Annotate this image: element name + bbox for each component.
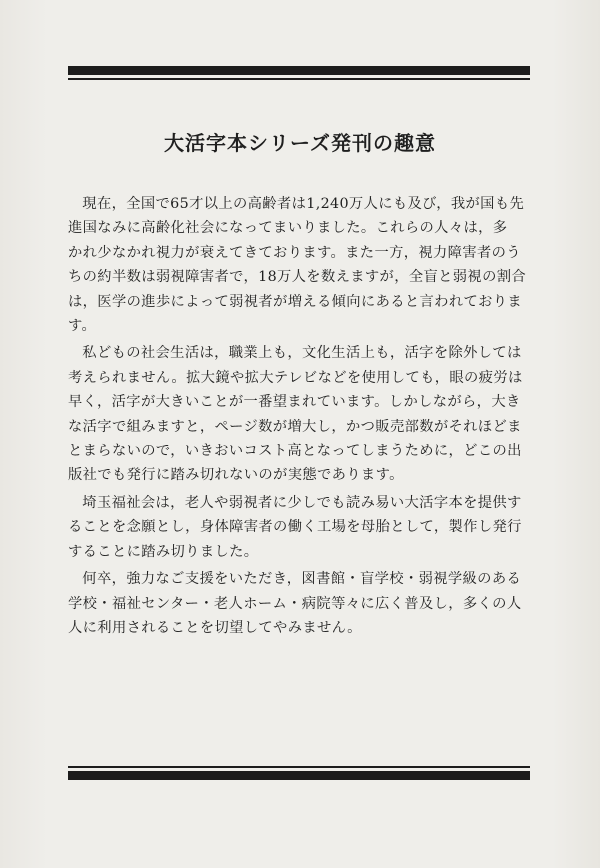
- text-line: は，医学の進歩によって弱視者が増える傾向にあると言われておりま: [68, 293, 523, 310]
- text-line: 進国なみに高齢化社会になってまいりました。これらの人々は，多: [68, 220, 508, 237]
- text-line: 人に利用されることを切望してやみません。: [68, 619, 362, 636]
- paragraph: [68, 341, 530, 487]
- bottom-double-rule: [68, 766, 530, 780]
- text-line: 版社でも発行に踏み切れないのが実態であります。: [68, 467, 404, 484]
- text-line: ちの約半数は弱視障害者で，18万人を数えますが，全盲と弱視の割合: [68, 269, 527, 286]
- text-line: 早く，活字が大きいことが一番望まれています。しかしながら，大き: [68, 394, 521, 411]
- top-double-rule: [68, 66, 530, 80]
- top-rule-thin-line: [68, 78, 530, 80]
- text-line: することに踏み切りました。: [68, 543, 259, 560]
- text-line: す。: [68, 318, 97, 335]
- text-line: かれ少なかれ視力が衰えてきております。また一方，視力障害者のう: [68, 244, 521, 261]
- body-text: [68, 192, 530, 640]
- text-line: とまらないので，いきおいコスト高となってしまうために，どこの出: [68, 443, 522, 460]
- paragraph: [68, 491, 530, 564]
- text-line: ることを念願とし，身体障害者の働く工場を母胎として，製作し発行: [68, 519, 522, 536]
- text-line: 何卒，強力なご支援をいただき，図書館・盲学校・弱視学級のある: [82, 571, 522, 588]
- text-line: な活字で組みますと，ページ数が増大し，かつ販売部数がそれほどま: [68, 418, 522, 435]
- text-line: 学校・福祉センター・老人ホーム・病院等々に広く普及し，多くの人: [68, 595, 522, 612]
- text-line: 現在，全国で65才以上の高齢者は1,240万人にも及び，我が国も先: [82, 196, 525, 212]
- bottom-rule-thick-line: [68, 771, 530, 780]
- paragraph: [68, 567, 530, 640]
- top-rule-thick-line: [68, 66, 530, 75]
- text-line: 私どもの社会生活は，職業上も，文化生活上も，活字を除外しては: [82, 345, 522, 362]
- text-line: 考えられません。拡大鏡や拡大テレビなどを使用しても，眼の疲労は: [68, 369, 523, 386]
- text-line: 埼玉福祉会は，老人や弱視者に少しでも読み易い大活字本を提供す: [82, 494, 522, 511]
- paragraph: [68, 192, 530, 338]
- page-title: 大活字本シリーズ発刊の趣意: [164, 131, 436, 155]
- bottom-rule-thin-line: [68, 766, 530, 768]
